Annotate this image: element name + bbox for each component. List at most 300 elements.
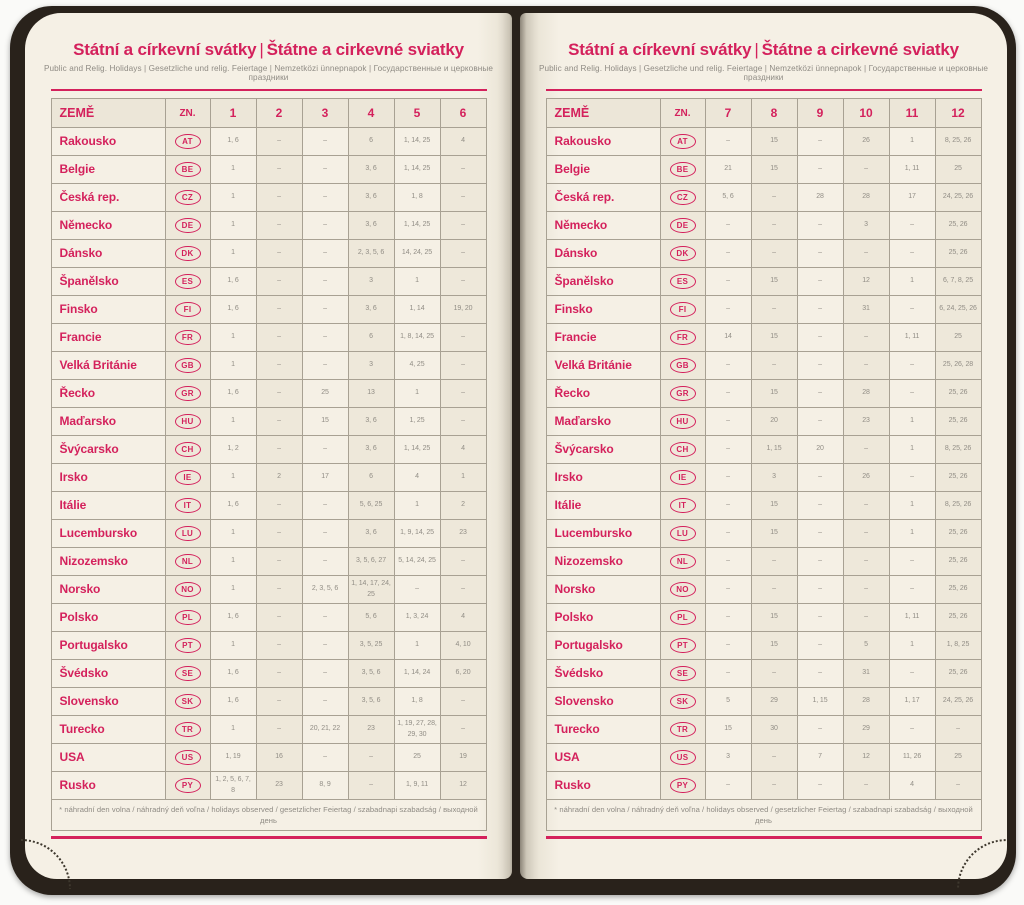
- country-code-cell: [165, 604, 210, 632]
- holiday-days-cell: –: [797, 156, 843, 184]
- country-name: Dánsko: [546, 240, 660, 268]
- holiday-days-cell: –: [751, 352, 797, 380]
- month-column-header: 5: [394, 99, 440, 128]
- holiday-days-cell: 1, 9, 14, 25: [394, 520, 440, 548]
- holiday-days-cell: –: [705, 576, 751, 604]
- country-code-badge: DE: [670, 218, 696, 234]
- holiday-days-cell: 3: [348, 352, 394, 380]
- holiday-days-cell: 1: [210, 576, 256, 604]
- holiday-days-cell: 1, 6: [210, 492, 256, 520]
- holiday-days-cell: 28: [843, 184, 889, 212]
- country-row: [546, 772, 981, 800]
- holiday-days-cell: –: [302, 632, 348, 660]
- country-name: Lucembursko: [51, 520, 165, 548]
- holiday-days-cell: –: [751, 576, 797, 604]
- country-name: Portugalsko: [546, 632, 660, 660]
- holiday-days-cell: –: [843, 576, 889, 604]
- holiday-days-cell: –: [797, 212, 843, 240]
- holiday-days-cell: –: [256, 520, 302, 548]
- holiday-days-cell: 4: [394, 464, 440, 492]
- holiday-days-cell: –: [797, 660, 843, 688]
- country-row: [51, 380, 486, 408]
- holidays-table-months-1-6: [51, 98, 487, 831]
- holiday-days-cell: 15: [751, 604, 797, 632]
- holiday-days-cell: –: [843, 156, 889, 184]
- holiday-days-cell: 8, 25, 26: [935, 128, 981, 156]
- holiday-days-cell: 1, 8: [394, 184, 440, 212]
- holiday-days-cell: –: [705, 492, 751, 520]
- holiday-days-cell: –: [797, 492, 843, 520]
- country-name: Velká Británie: [546, 352, 660, 380]
- holiday-days-cell: –: [440, 688, 486, 716]
- country-code-badge: DK: [670, 246, 696, 262]
- country-code-cell: [165, 492, 210, 520]
- holiday-days-cell: –: [302, 688, 348, 716]
- left-page: [25, 13, 512, 879]
- holiday-days-cell: 1, 6: [210, 660, 256, 688]
- holiday-days-cell: 5, 14, 24, 25: [394, 548, 440, 576]
- country-name: Norsko: [51, 576, 165, 604]
- holiday-days-cell: –: [843, 772, 889, 800]
- holiday-days-cell: –: [843, 492, 889, 520]
- country-row: [546, 716, 981, 744]
- country-code-cell: [165, 408, 210, 436]
- holiday-days-cell: 12: [843, 268, 889, 296]
- country-row: [546, 464, 981, 492]
- country-name: Portugalsko: [51, 632, 165, 660]
- country-code-badge: IE: [670, 470, 696, 486]
- holiday-days-cell: 1, 14: [394, 296, 440, 324]
- left-page-content: [25, 13, 512, 839]
- country-code-cell: [660, 576, 705, 604]
- holiday-days-cell: –: [440, 380, 486, 408]
- country-code-badge: TR: [670, 722, 696, 738]
- holiday-days-cell: 19: [440, 744, 486, 772]
- country-row: [546, 240, 981, 268]
- footnote: * náhradní den volna / náhradný deň voľna / holidays observed / gesetzlicher Feiertag / szabadnapi szabadság / выходной день: [51, 800, 486, 831]
- holiday-days-cell: 2, 3, 5, 6: [302, 576, 348, 604]
- country-code-badge: FI: [175, 302, 201, 318]
- holiday-days-cell: –: [302, 156, 348, 184]
- holiday-days-cell: 15: [751, 632, 797, 660]
- holiday-days-cell: –: [256, 632, 302, 660]
- holiday-days-cell: 1: [210, 632, 256, 660]
- country-row: [51, 408, 486, 436]
- holiday-days-cell: –: [889, 576, 935, 604]
- holiday-days-cell: 3: [348, 268, 394, 296]
- holiday-days-cell: 24, 25, 26: [935, 184, 981, 212]
- country-name: USA: [546, 744, 660, 772]
- country-code-cell: [660, 436, 705, 464]
- holiday-days-cell: –: [302, 184, 348, 212]
- holiday-days-cell: –: [797, 408, 843, 436]
- holiday-days-cell: 3, 5, 6: [348, 688, 394, 716]
- country-code-badge: SK: [670, 694, 696, 710]
- holiday-days-cell: 1, 6: [210, 296, 256, 324]
- holiday-days-cell: 1, 6: [210, 128, 256, 156]
- country-code-cell: [660, 240, 705, 268]
- country-name: Švýcarsko: [546, 436, 660, 464]
- holiday-days-cell: 1: [210, 156, 256, 184]
- country-row: [51, 492, 486, 520]
- holiday-days-cell: –: [797, 772, 843, 800]
- holiday-days-cell: 4, 10: [440, 632, 486, 660]
- country-code-badge: TR: [175, 722, 201, 738]
- country-code-cell: [660, 184, 705, 212]
- country-name: Finsko: [546, 296, 660, 324]
- country-row: [546, 184, 981, 212]
- country-code-cell: [660, 156, 705, 184]
- title-czech: Státní a církevní svátky: [568, 40, 752, 59]
- country-code-badge: GR: [670, 386, 696, 402]
- holiday-days-cell: 1: [210, 464, 256, 492]
- country-code-cell: [660, 492, 705, 520]
- country-row: [51, 632, 486, 660]
- holiday-days-cell: 1, 6: [210, 380, 256, 408]
- holiday-days-cell: 25, 26: [935, 240, 981, 268]
- country-row: [51, 604, 486, 632]
- country-code-badge: LU: [175, 526, 201, 542]
- holiday-days-cell: 23: [440, 520, 486, 548]
- country-code-cell: [660, 128, 705, 156]
- holiday-days-cell: 1, 14, 25: [394, 156, 440, 184]
- country-code-badge: CZ: [175, 190, 201, 206]
- country-name: Slovensko: [546, 688, 660, 716]
- holiday-days-cell: 15: [705, 716, 751, 744]
- country-row: [546, 156, 981, 184]
- month-column-header: 6: [440, 99, 486, 128]
- holiday-days-cell: –: [705, 128, 751, 156]
- holiday-days-cell: –: [440, 324, 486, 352]
- country-code-cell: [165, 576, 210, 604]
- country-code-cell: [660, 296, 705, 324]
- holiday-days-cell: 1, 11: [889, 156, 935, 184]
- holiday-days-cell: 3, 6: [348, 408, 394, 436]
- footnote-row: [51, 800, 486, 831]
- country-name: Finsko: [51, 296, 165, 324]
- country-code-cell: [660, 464, 705, 492]
- country-code-badge: NL: [175, 554, 201, 570]
- holiday-days-cell: –: [889, 212, 935, 240]
- holiday-days-cell: –: [440, 240, 486, 268]
- country-name: Česká rep.: [546, 184, 660, 212]
- holiday-days-cell: 13: [348, 380, 394, 408]
- holiday-days-cell: 1: [210, 716, 256, 744]
- holiday-days-cell: 1, 14, 25: [394, 212, 440, 240]
- holiday-days-cell: 4: [440, 436, 486, 464]
- country-code-cell: [165, 156, 210, 184]
- holiday-days-cell: –: [889, 380, 935, 408]
- month-column-header: 8: [751, 99, 797, 128]
- holiday-days-cell: 6: [348, 128, 394, 156]
- country-row: [546, 408, 981, 436]
- country-code-badge: LU: [670, 526, 696, 542]
- holiday-days-cell: –: [751, 772, 797, 800]
- country-code-badge: HU: [670, 414, 696, 430]
- holiday-days-cell: 7: [797, 744, 843, 772]
- holiday-days-cell: 25: [935, 744, 981, 772]
- country-code-cell: [660, 604, 705, 632]
- page-subtitle: Public and Relig. Holidays | Gesetzliche und relig. Feiertage | Nemzetközi ünnepnapok | Государственные и церковные праздники: [43, 64, 494, 82]
- holiday-days-cell: 25, 26: [935, 520, 981, 548]
- holiday-days-cell: –: [256, 688, 302, 716]
- country-code-cell: [165, 436, 210, 464]
- holiday-days-cell: 8, 25, 26: [935, 436, 981, 464]
- holiday-days-cell: 25, 26, 28: [935, 352, 981, 380]
- country-code-badge: HU: [175, 414, 201, 430]
- holiday-days-cell: –: [797, 268, 843, 296]
- country-code-cell: [165, 324, 210, 352]
- holiday-days-cell: –: [256, 716, 302, 744]
- holiday-days-cell: –: [256, 184, 302, 212]
- country-row: [51, 716, 486, 744]
- holiday-days-cell: –: [751, 548, 797, 576]
- country-code-badge: IT: [175, 498, 201, 514]
- title-czech: Státní a církevní svátky: [73, 40, 257, 59]
- holiday-days-cell: 3: [843, 212, 889, 240]
- title-slovak: Štátne a cirkevné sviatky: [761, 40, 959, 59]
- holiday-days-cell: 5: [705, 688, 751, 716]
- holiday-days-cell: 3: [705, 744, 751, 772]
- holiday-days-cell: –: [440, 548, 486, 576]
- holiday-days-cell: –: [751, 240, 797, 268]
- country-name: Slovensko: [51, 688, 165, 716]
- country-code-cell: [165, 744, 210, 772]
- holiday-days-cell: –: [843, 604, 889, 632]
- month-column-header: 10: [843, 99, 889, 128]
- holiday-days-cell: –: [302, 548, 348, 576]
- country-code-cell: [660, 688, 705, 716]
- holiday-days-cell: –: [302, 212, 348, 240]
- country-name: Francie: [546, 324, 660, 352]
- country-row: [51, 772, 486, 800]
- holiday-days-cell: –: [256, 408, 302, 436]
- country-code-badge: BE: [670, 162, 696, 178]
- country-name: Lucembursko: [546, 520, 660, 548]
- country-code-badge: PT: [670, 638, 696, 654]
- holiday-days-cell: 2: [256, 464, 302, 492]
- holiday-days-cell: 25: [302, 380, 348, 408]
- holiday-days-cell: 6: [348, 464, 394, 492]
- country-name: Norsko: [546, 576, 660, 604]
- holiday-days-cell: –: [256, 604, 302, 632]
- holiday-days-cell: 15: [751, 156, 797, 184]
- holiday-days-cell: –: [751, 296, 797, 324]
- country-code-cell: [660, 380, 705, 408]
- holiday-days-cell: –: [302, 436, 348, 464]
- holiday-days-cell: –: [751, 744, 797, 772]
- country-code-cell: [165, 548, 210, 576]
- holiday-days-cell: 8, 25, 26: [935, 492, 981, 520]
- country-row: [546, 632, 981, 660]
- holiday-days-cell: –: [751, 212, 797, 240]
- holiday-days-cell: –: [705, 212, 751, 240]
- holiday-days-cell: –: [705, 632, 751, 660]
- holiday-days-cell: –: [797, 380, 843, 408]
- country-code-cell: [165, 128, 210, 156]
- holiday-days-cell: 6: [348, 324, 394, 352]
- holiday-days-cell: 3, 6: [348, 212, 394, 240]
- holiday-days-cell: –: [797, 464, 843, 492]
- holiday-days-cell: 5, 6, 25: [348, 492, 394, 520]
- holiday-days-cell: 1: [210, 212, 256, 240]
- holiday-days-cell: –: [256, 324, 302, 352]
- country-code-cell: [165, 520, 210, 548]
- holiday-days-cell: –: [440, 212, 486, 240]
- holiday-days-cell: 28: [797, 184, 843, 212]
- page-subtitle: Public and Relig. Holidays | Gesetzliche und relig. Feiertage | Nemzetközi ünnepnapok | Государственные и церковные праздники: [538, 64, 989, 82]
- holiday-days-cell: 1, 11: [889, 604, 935, 632]
- holiday-days-cell: 25, 26: [935, 380, 981, 408]
- country-code-badge: FI: [670, 302, 696, 318]
- holiday-days-cell: –: [302, 604, 348, 632]
- holiday-days-cell: 1: [394, 268, 440, 296]
- holiday-days-cell: –: [256, 548, 302, 576]
- holiday-days-cell: –: [843, 352, 889, 380]
- country-code-badge: CH: [175, 442, 201, 458]
- country-name: Rakousko: [546, 128, 660, 156]
- divider-rule-top: [546, 89, 982, 91]
- country-code-cell: [660, 660, 705, 688]
- holiday-days-cell: –: [843, 548, 889, 576]
- holiday-days-cell: 1: [210, 520, 256, 548]
- country-row: [546, 492, 981, 520]
- country-name: Španělsko: [51, 268, 165, 296]
- holiday-days-cell: –: [889, 660, 935, 688]
- country-name: Francie: [51, 324, 165, 352]
- country-row: [51, 464, 486, 492]
- holiday-days-cell: –: [797, 128, 843, 156]
- holiday-days-cell: –: [705, 240, 751, 268]
- country-name: Polsko: [546, 604, 660, 632]
- country-row: [51, 548, 486, 576]
- holiday-days-cell: 1, 8: [394, 688, 440, 716]
- country-name: Řecko: [51, 380, 165, 408]
- country-row: [51, 128, 486, 156]
- holiday-days-cell: 1: [210, 324, 256, 352]
- holiday-days-cell: 6, 20: [440, 660, 486, 688]
- holiday-days-cell: 2, 3, 5, 6: [348, 240, 394, 268]
- holiday-days-cell: 1, 6: [210, 604, 256, 632]
- holiday-days-cell: –: [705, 408, 751, 436]
- holiday-days-cell: –: [256, 660, 302, 688]
- country-code-cell: [165, 688, 210, 716]
- holiday-days-cell: –: [797, 548, 843, 576]
- month-column-header: 2: [256, 99, 302, 128]
- country-code-cell: [660, 520, 705, 548]
- country-name: Nizozemsko: [546, 548, 660, 576]
- holiday-days-cell: –: [302, 520, 348, 548]
- country-code-badge: GB: [175, 358, 201, 374]
- holiday-days-cell: 14, 24, 25: [394, 240, 440, 268]
- holiday-days-cell: 23: [256, 772, 302, 800]
- holiday-days-cell: 3, 6: [348, 184, 394, 212]
- holiday-days-cell: 4: [440, 604, 486, 632]
- country-code-cell: [165, 660, 210, 688]
- holiday-days-cell: 5: [843, 632, 889, 660]
- country-name: Maďarsko: [51, 408, 165, 436]
- holiday-days-cell: –: [705, 660, 751, 688]
- month-column-header: 9: [797, 99, 843, 128]
- holiday-days-cell: 1, 19, 27, 28, 29, 30: [394, 716, 440, 744]
- holiday-days-cell: 2: [440, 492, 486, 520]
- country-name: Rakousko: [51, 128, 165, 156]
- country-name: Belgie: [546, 156, 660, 184]
- holiday-days-cell: 1: [210, 548, 256, 576]
- holiday-days-cell: 25: [394, 744, 440, 772]
- right-page: [520, 13, 1007, 879]
- country-code-badge: AT: [670, 134, 696, 150]
- holiday-days-cell: –: [889, 716, 935, 744]
- holiday-days-cell: –: [302, 268, 348, 296]
- country-name: Maďarsko: [546, 408, 660, 436]
- holiday-days-cell: –: [705, 772, 751, 800]
- holiday-days-cell: 4: [440, 128, 486, 156]
- country-code-cell: [165, 632, 210, 660]
- holiday-days-cell: –: [256, 156, 302, 184]
- holiday-days-cell: –: [797, 632, 843, 660]
- country-code-cell: [165, 212, 210, 240]
- country-code-cell: [165, 352, 210, 380]
- holiday-days-cell: 15: [302, 408, 348, 436]
- country-code-cell: [165, 240, 210, 268]
- country-code-cell: [660, 548, 705, 576]
- holiday-days-cell: 3, 5, 6, 27: [348, 548, 394, 576]
- country-row: [546, 296, 981, 324]
- country-code-badge: NL: [670, 554, 696, 570]
- month-column-header: 12: [935, 99, 981, 128]
- country-row: [546, 744, 981, 772]
- holiday-days-cell: –: [302, 128, 348, 156]
- table-header-row: [51, 99, 486, 128]
- divider-rule-top: [51, 89, 487, 91]
- holiday-days-cell: –: [843, 240, 889, 268]
- holiday-days-cell: –: [256, 352, 302, 380]
- country-row: [546, 128, 981, 156]
- country-name: Turecko: [51, 716, 165, 744]
- country-row: [546, 548, 981, 576]
- holiday-days-cell: 1: [210, 240, 256, 268]
- holiday-days-cell: 1: [889, 436, 935, 464]
- country-name: Rusko: [51, 772, 165, 800]
- holiday-days-cell: 3, 5, 25: [348, 632, 394, 660]
- holiday-days-cell: –: [256, 492, 302, 520]
- holiday-days-cell: –: [705, 604, 751, 632]
- holiday-days-cell: 29: [751, 688, 797, 716]
- country-code-badge: SE: [670, 666, 696, 682]
- holiday-days-cell: 25, 26: [935, 576, 981, 604]
- holiday-days-cell: 17: [889, 184, 935, 212]
- holiday-days-cell: –: [440, 352, 486, 380]
- country-name: Belgie: [51, 156, 165, 184]
- holiday-days-cell: –: [440, 716, 486, 744]
- holiday-days-cell: –: [705, 296, 751, 324]
- country-name: Itálie: [51, 492, 165, 520]
- holiday-days-cell: –: [302, 660, 348, 688]
- holiday-days-cell: 28: [843, 380, 889, 408]
- month-column-header: 4: [348, 99, 394, 128]
- country-row: [546, 688, 981, 716]
- country-code-badge: GR: [175, 386, 201, 402]
- holiday-days-cell: –: [889, 352, 935, 380]
- holiday-days-cell: 1, 11: [889, 324, 935, 352]
- country-code-cell: [660, 744, 705, 772]
- code-column-header: ZN.: [660, 99, 705, 128]
- holiday-days-cell: 19, 20: [440, 296, 486, 324]
- month-column-header: 11: [889, 99, 935, 128]
- country-code-badge: CZ: [670, 190, 696, 206]
- country-code-badge: IE: [175, 470, 201, 486]
